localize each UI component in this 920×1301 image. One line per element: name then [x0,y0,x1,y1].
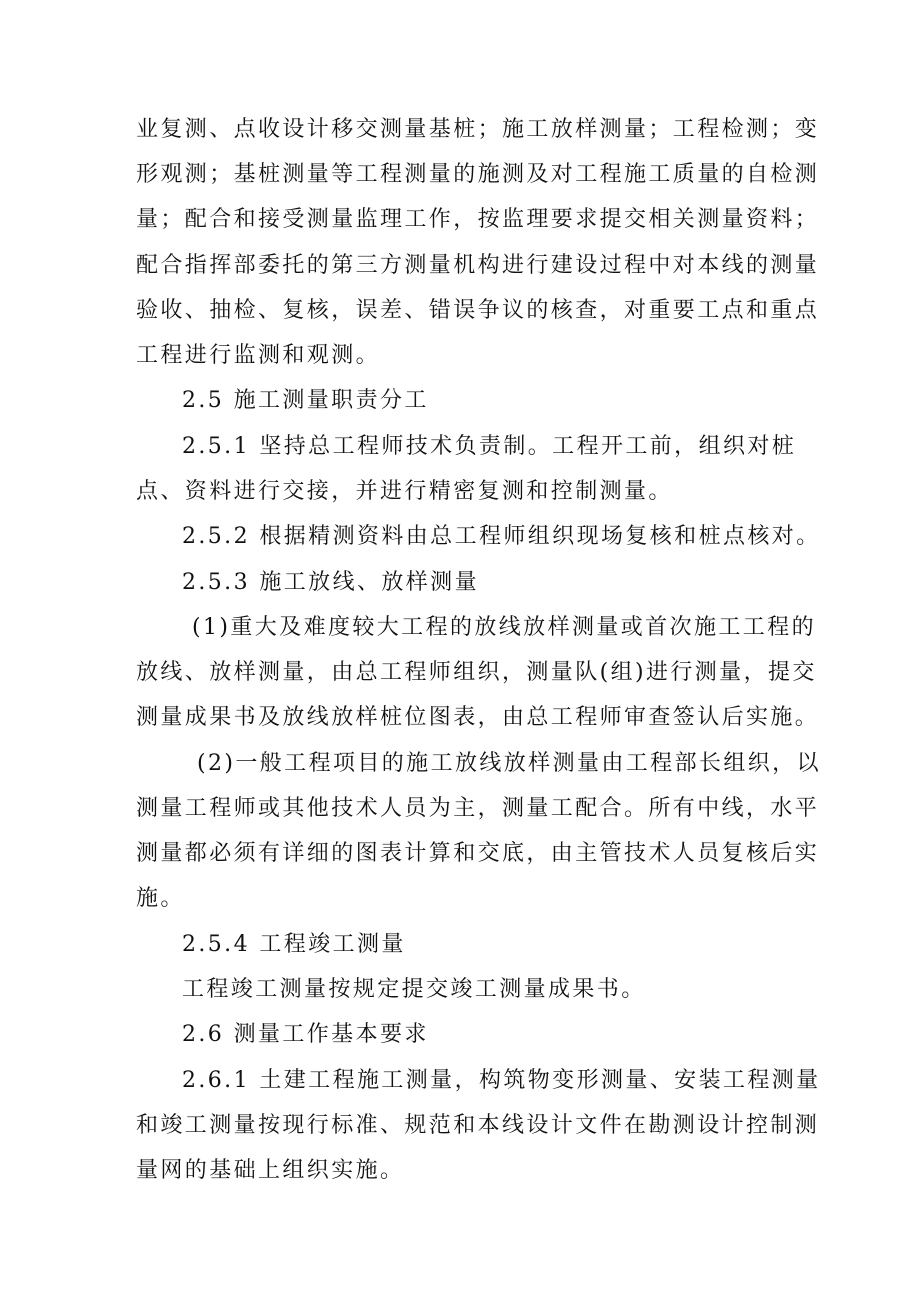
text-line: 配合指挥部委托的第三方测量机构进行建设过程中对本线的测量 [136,253,820,278]
text-line: 量网的基础上组织实施。 [136,1158,405,1183]
text-line: 工程进行监测和观测。 [136,343,381,368]
text-line: 施。 [136,886,185,911]
text-line: 测量工程师或其他技术人员为主，测量工配合。所有中线，水平 [136,796,820,821]
text-line: 测量成果书及放线放样桩位图表，由总工程师审查签认后实施。 [136,705,820,730]
text-line: 放线、放样测量，由总工程师组织，测量队(组)进行测量，提交 [136,660,817,685]
text-line: 2.6.1 土建工程施工测量，构筑物变形测量、安装工程测量 [182,1068,821,1093]
section-heading: 2.6 测量工作基本要求 [182,1022,429,1047]
text-line: 量；配合和接受测量监理工作，按监理要求提交相关测量资料； [136,207,820,232]
text-line: (1)重大及难度较大工程的放线放样测量或首次施工工程的 [192,615,816,640]
subsection-heading: 2.5.3 施工放线、放样测量 [182,570,479,595]
text-line: 2.5.1 坚持总工程师技术负责制。工程开工前，组织对桩 [182,434,797,459]
text-line: 2.5.2 根据精测资料由总工程师组织现场复核和桩点核对。 [182,524,821,549]
text-line: 测量都必须有详细的图表计算和交底，由主管技术人员复核后实 [136,841,820,866]
section-heading: 2.5 施工测量职责分工 [182,388,429,413]
text-line: 工程竣工测量按规定提交竣工测量成果书。 [182,977,646,1002]
text-line: 和竣工测量按现行标准、规范和本线设计文件在勘测设计控制测 [136,1113,820,1138]
text-line: 形观测；基桩测量等工程测量的施测及对工程施工质量的自检测 [136,162,820,187]
text-line: 点、资料进行交接，并进行精密复测和控制测量。 [136,479,673,504]
text-line: 验收、抽检、复核，误差、错误争议的核查，对重要工点和重点 [136,298,820,323]
text-line: 业复测、点收设计移交测量基桩；施工放样测量；工程检测；变 [136,117,820,142]
subsection-heading: 2.5.4 工程竣工测量 [182,932,406,957]
text-line: (2)一般工程项目的施工放线放样测量由工程部长组织，以 [197,751,821,776]
